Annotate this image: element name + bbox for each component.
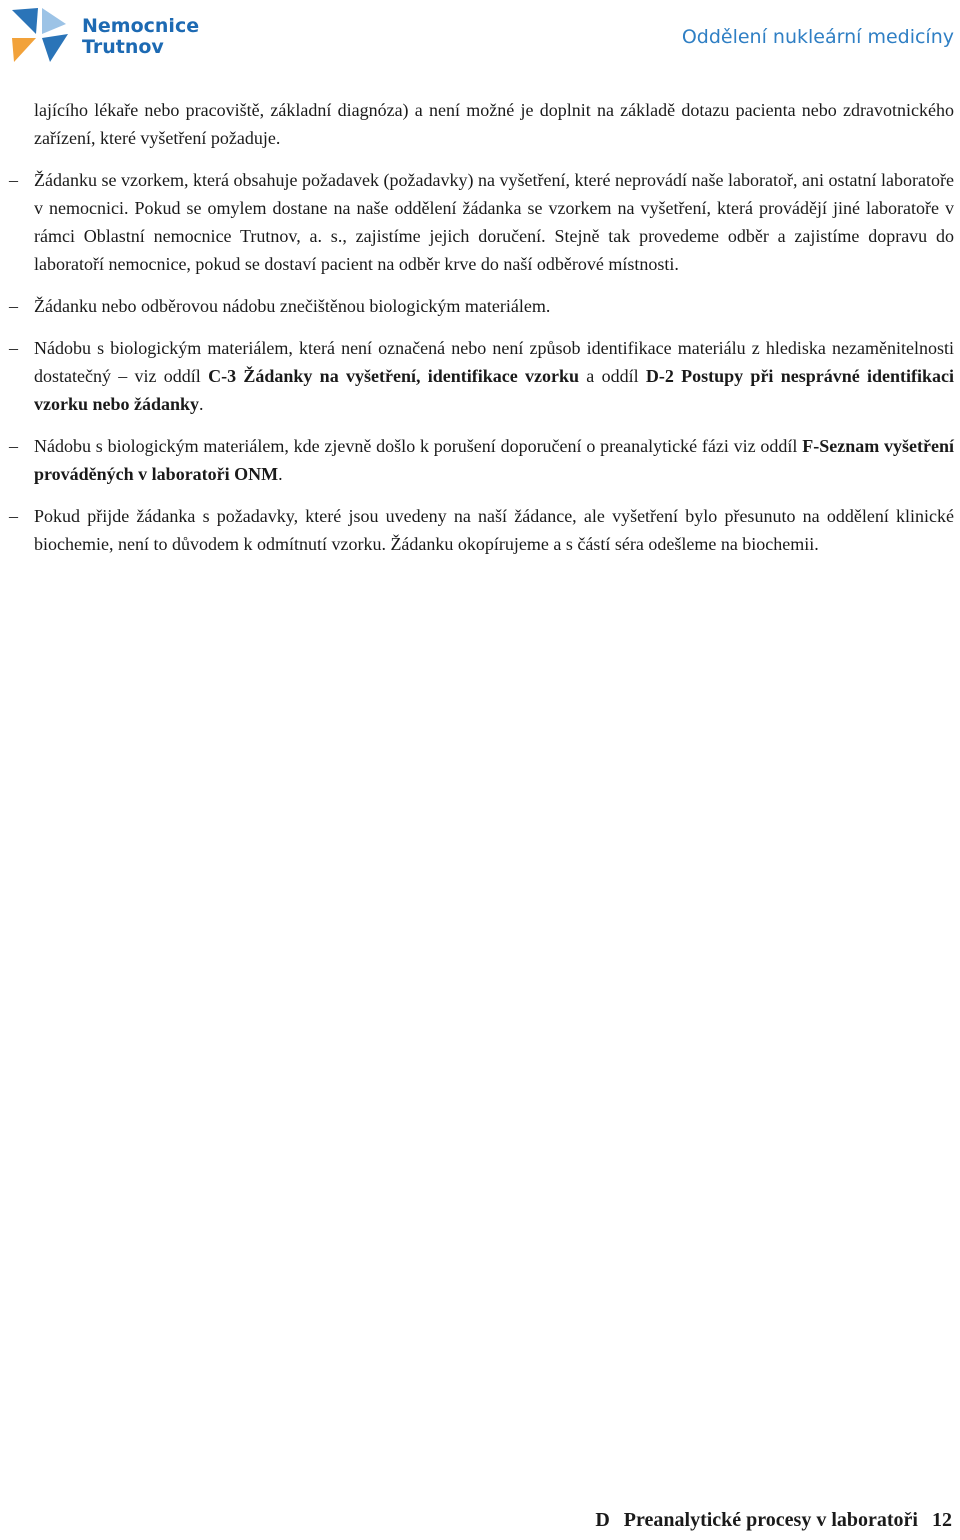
list-item-text: Nádobu s biologickým materiálem, kde zjevně došlo k porušení doporučení o preanalytické fázi viz oddíl [34, 436, 803, 456]
list-item [9, 502, 954, 558]
list-item-text: . [278, 464, 283, 484]
document-body [9, 96, 954, 572]
department-title: Oddělení nukleární medicíny [681, 26, 954, 48]
section-reference: C-3 Žádanky na vyšetření, identifikace vzorku [208, 366, 580, 386]
footer-section-letter: D [595, 1509, 610, 1531]
page-number: 12 [932, 1509, 952, 1531]
list-item [9, 292, 954, 320]
logo-mark-icon [6, 4, 76, 66]
list-dash: – [9, 506, 18, 526]
hospital-logo [6, 4, 246, 66]
page-footer [595, 1509, 952, 1532]
list-item-text: Žádanku se vzorkem, která obsahuje požadavek (požadavky) na vyšetření, které neprovádí naše laboratoř, ani ostatní laboratoře v nemocnici. Pokud se omylem dostane na naše oddělení žádanka se vzorkem na vyšetření, která provádějí jiné laboratoře v rámci Oblastní nemocnice Trutnov, a. s., zajistíme jejich doručení. Stejně tak provedeme odběr a zajistíme dopravu do laboratoří nemocnice, pokud se dostaví pacient na odběr krve do naší odběrové místnosti. [34, 170, 954, 274]
list-dash: – [9, 170, 18, 190]
page-header [0, 0, 960, 72]
list-item-text: Žádanku nebo odběrovou nádobu znečištěnou biologickým materiálem. [34, 296, 551, 316]
logo-line1: Nemocnice [82, 15, 200, 37]
list-item-text: Pokud přijde žádanka s požadavky, které jsou uvedeny na naší žádance, ale vyšetření bylo přesunuto na oddělení klinické biochemie, není to důvodem k odmítnutí vzorku. Žádanku okopírujeme a s částí séra odešleme na biochemii. [34, 506, 954, 554]
list-item-text: Nádobu s biologickým materiálem, která není označená nebo není způsob identifikace materiálu z hlediska nezaměnitelnosti dostatečný – viz oddíl [34, 338, 954, 386]
section-reference: D-2 Postupy při nesprávné identifikaci vzorku nebo žádanky [34, 366, 954, 414]
section-reference: F-Seznam vyšetření prováděných v laboratoři ONM [34, 436, 954, 484]
list-dash: – [9, 338, 18, 358]
list-dash: – [9, 296, 18, 316]
list-item [9, 166, 954, 278]
paragraph-continuation: lajícího lékaře nebo pracoviště, základní diagnóza) a není možné je doplnit na základě dotazu pacienta nebo zdravotnického zařízení, které vyšetření požaduje. [34, 100, 954, 148]
list-item-text: a oddíl [579, 366, 646, 386]
list-dash: – [9, 436, 18, 456]
logo-text [82, 16, 199, 58]
footer-title: Preanalytické procesy v laboratoři [623, 1509, 918, 1531]
list-item [9, 334, 954, 418]
logo-line2: Trutnov [82, 36, 164, 58]
list-item-text: . [199, 394, 204, 414]
list-item [9, 432, 954, 488]
